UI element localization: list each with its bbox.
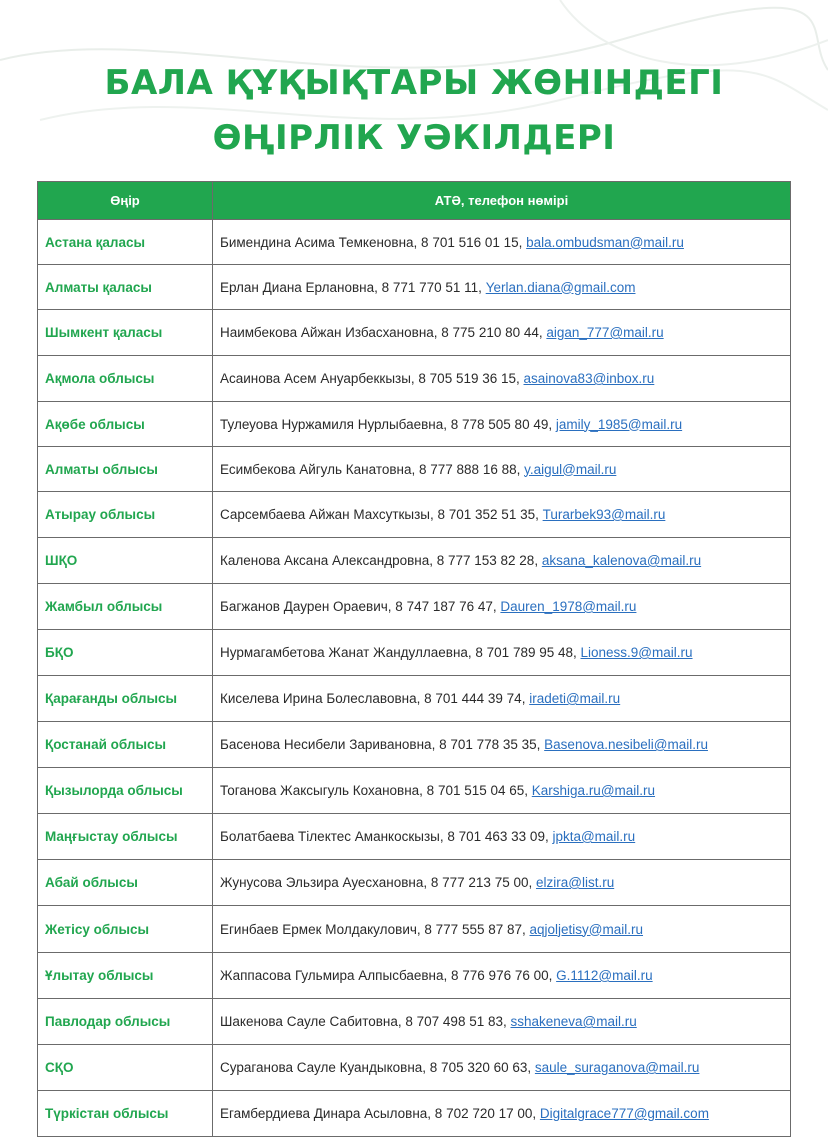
table-row (38, 1045, 791, 1091)
table-row (38, 722, 791, 768)
contact-cell (213, 630, 791, 676)
email-link[interactable]: asainova83@inbox.ru (523, 371, 655, 386)
contact-text: Тоганова Жаксыгуль Кохановна, 8 701 515 04 65, (220, 783, 532, 798)
contact-cell (213, 492, 791, 538)
email-link[interactable]: Lioness.9@mail.ru (580, 645, 693, 660)
contact-text: Асаинова Асем Ануарбеккызы, 8 705 519 36 15, (220, 371, 524, 386)
region-name: Ақөбе облысы (38, 402, 213, 447)
contact-cell (213, 584, 791, 630)
table-row (38, 356, 791, 402)
email-link[interactable]: Digitalgrace777@gmail.com (539, 1106, 709, 1121)
contact-text: Каленова Аксана Александровна, 8 777 153 82 28, (220, 553, 542, 568)
contact-text: Киселева Ирина Болеславовна, 8 701 444 39 74, (220, 691, 530, 706)
table-row (38, 538, 791, 584)
contact-text: Шакенова Сауле Сабитовна, 8 707 498 51 83, (220, 1014, 511, 1029)
email-link[interactable]: sshakeneva@mail.ru (510, 1014, 637, 1029)
region-name: Жамбыл облысы (38, 584, 213, 630)
table-row (38, 310, 791, 356)
contact-cell (213, 906, 791, 953)
page-title (0, 56, 828, 166)
contact-cell (213, 402, 791, 447)
region-name: ШҚО (38, 538, 213, 584)
contact-text: Багжанов Даурен Ораевич, 8 747 187 76 47, (220, 599, 501, 614)
ombudsman-table (37, 181, 791, 1137)
email-link[interactable]: aqjoljetisy@mail.ru (529, 921, 644, 937)
contact-text: Нурмагамбетова Жанат Жандуллаевна, 8 701 789 95 48, (220, 645, 581, 660)
region-name: Шымкент қаласы (38, 310, 213, 356)
table-row (38, 676, 791, 722)
email-link[interactable]: saule_suraganova@mail.ru (534, 1060, 700, 1075)
contact-text: Сураганова Сауле Куандыковна, 8 705 320 60 63, (220, 1060, 535, 1075)
table-row (38, 220, 791, 265)
contact-cell (213, 265, 791, 310)
contact-cell (213, 538, 791, 584)
table-header (38, 182, 791, 220)
contact-cell (213, 1091, 791, 1137)
table-row (38, 630, 791, 676)
contact-text: Басенова Несибели Заривановна, 8 701 778 35 35, (220, 737, 545, 752)
email-link[interactable]: G.1112@mail.ru (556, 968, 653, 983)
table-row (38, 447, 791, 492)
contact-cell (213, 860, 791, 906)
page-title-line-1: БАЛА ҚҰҚЫҚТАРЫ ЖӨНІНДЕГІ (104, 63, 724, 103)
contact-cell (213, 356, 791, 402)
email-link[interactable]: aksana_kalenova@mail.ru (541, 553, 702, 568)
region-name: Түркістан облысы (38, 1091, 213, 1137)
table-row (38, 953, 791, 999)
region-name: Ақмола облысы (38, 356, 213, 402)
contact-cell (213, 999, 791, 1045)
table-row (38, 906, 791, 953)
email-link[interactable]: Basenova.nesibeli@mail.ru (544, 737, 708, 752)
table-row (38, 999, 791, 1045)
region-name: Павлодар облысы (38, 999, 213, 1045)
email-link[interactable]: jamily_1985@mail.ru (555, 416, 683, 432)
region-name: СҚО (38, 1045, 213, 1091)
table-row (38, 492, 791, 538)
email-link[interactable]: Karshiga.ru@mail.ru (531, 783, 656, 798)
contact-cell (213, 447, 791, 492)
email-link[interactable]: Yerlan.diana@gmail.com (485, 279, 636, 295)
contact-cell (213, 814, 791, 860)
contact-text: Егинбаев Ермек Молдакулович, 8 777 555 87 87, (220, 921, 530, 937)
region-name: Атырау облысы (38, 492, 213, 538)
contact-text: Болатбаева Тілектес Аманкоскызы, 8 701 463 33 09, (220, 829, 553, 844)
email-link[interactable]: y.aigul@mail.ru (524, 461, 617, 477)
email-link[interactable]: iradeti@mail.ru (529, 691, 621, 706)
contact-text: Ерлан Диана Ерлановна, 8 771 770 51 11, (220, 279, 486, 295)
contact-text: Наимбекова Айжан Избасхановна, 8 775 210 80 44, (220, 325, 547, 340)
region-name: Алматы қаласы (38, 265, 213, 310)
table-row (38, 584, 791, 630)
region-name: Маңғыстау облысы (38, 814, 213, 860)
contact-cell (213, 310, 791, 356)
table-row (38, 265, 791, 310)
table-row (38, 814, 791, 860)
table-row (38, 1091, 791, 1137)
email-link[interactable]: elzira@list.ru (535, 875, 615, 890)
region-name: Абай облысы (38, 860, 213, 906)
region-name: Ұлытау облысы (38, 953, 213, 999)
contact-cell (213, 768, 791, 814)
page-title-line-2: ӨҢІРЛІК УӘКІЛДЕРІ (212, 118, 616, 158)
region-name: Қостанай облысы (38, 722, 213, 768)
table-row (38, 860, 791, 906)
table-row (38, 768, 791, 814)
region-name: Қарағанды облысы (38, 676, 213, 722)
contact-cell (213, 220, 791, 265)
column-header-contact: АТӘ, телефон нөмірі (213, 182, 791, 220)
email-link[interactable]: aigan_777@mail.ru (546, 325, 664, 340)
table-row (38, 402, 791, 447)
contact-text: Сарсембаева Айжан Махсуткызы, 8 701 352 51 35, (220, 507, 543, 522)
contact-text: Тулеуова Нуржамиля Нурлыбаевна, 8 778 505 80 49, (220, 416, 556, 432)
email-link[interactable]: bala.ombudsman@mail.ru (526, 234, 684, 250)
email-link[interactable]: jpkta@mail.ru (552, 829, 636, 844)
table-body (38, 220, 791, 1137)
region-name: Қызылорда облысы (38, 768, 213, 814)
contact-text: Есимбекова Айгуль Канатовна, 8 777 888 16 88, (220, 461, 525, 477)
email-link[interactable]: Turarbek93@mail.ru (542, 507, 666, 522)
region-name: БҚО (38, 630, 213, 676)
contact-cell (213, 953, 791, 999)
contact-text: Бимендина Асима Темкеновна, 8 701 516 01 15, (220, 234, 527, 250)
contact-cell (213, 722, 791, 768)
contact-text: Егамбердиева Динара Асыловна, 8 702 720 17 00, (220, 1106, 540, 1121)
email-link[interactable]: Dauren_1978@mail.ru (500, 599, 637, 614)
contact-text: Жунусова Эльзира Ауесхановна, 8 777 213 75 00, (220, 875, 536, 890)
region-name: Алматы облысы (38, 447, 213, 492)
region-name: Астана қаласы (38, 220, 213, 265)
contact-text: Жаппасова Гульмира Алпысбаевна, 8 776 976 76 00, (220, 968, 557, 983)
column-header-region: Өңір (38, 182, 213, 220)
contact-cell (213, 676, 791, 722)
region-name: Жетісу облысы (38, 906, 213, 953)
contact-cell (213, 1045, 791, 1091)
